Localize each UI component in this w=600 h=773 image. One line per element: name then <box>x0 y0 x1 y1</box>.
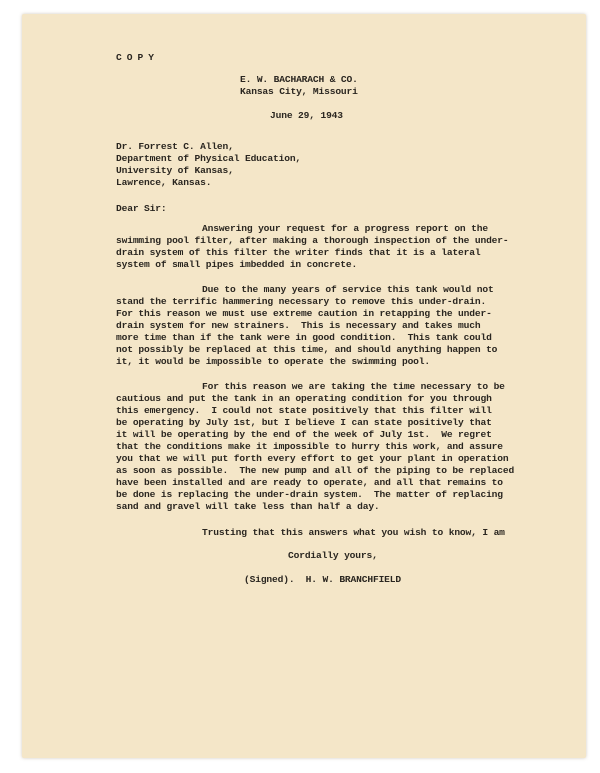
paragraph-line: as soon as possible. The new pump and all of the piping to be replaced <box>116 465 515 476</box>
paragraph-line: For this reason we must use extreme caution in retapping the under- <box>116 308 492 319</box>
paragraph-line: system of small pipes imbedded in concrete. <box>116 259 358 270</box>
paragraph-line: not possibly be replaced at this time, and should anything happen to <box>116 344 498 355</box>
paragraph-line: Due to the many years of service this tank would not <box>202 284 494 295</box>
letterhead-company: E. W. BACHARACH & CO. <box>240 74 358 85</box>
paragraph-line: you that we will put forth every effort to get your plant in operation <box>116 453 509 464</box>
letterhead-city: Kansas City, Missouri <box>240 86 358 97</box>
paragraph-line: this emergency. I could not state positively that this filter will <box>116 405 492 416</box>
paragraph-line: it, it would be impossible to operate the swimming pool. <box>116 356 431 367</box>
paragraph-line: swimming pool filter, after making a thorough inspection of the under- <box>116 235 509 246</box>
recipient-line: Dr. Forrest C. Allen, <box>116 141 234 152</box>
paragraph-line: be done is replacing the under-drain system. The matter of replacing <box>116 489 503 500</box>
paragraph-line: that the conditions make it impossible to hurry this work, and assure <box>116 441 503 452</box>
copy-mark: COPY <box>116 52 160 63</box>
signature: (Signed). H. W. BRANCHFIELD <box>244 574 402 585</box>
closing: Cordially yours, <box>288 550 378 561</box>
recipient-line: University of Kansas, <box>116 165 234 176</box>
paragraph-line: be operating by July 1st, but I believe I can state positively that <box>116 417 492 428</box>
letter-date: June 29, 1943 <box>270 110 343 121</box>
paragraph-line: For this reason we are taking the time necessary to be <box>202 381 505 392</box>
paragraph-line: more time than if the tank were in good condition. This tank could <box>116 332 492 343</box>
paragraph-line: Answering your request for a progress report on the <box>202 223 488 234</box>
paragraph-line: have been installed and are ready to operate, and all that remains to <box>116 477 503 488</box>
paragraph-line: sand and gravel will take less than half a day. <box>116 501 380 512</box>
closing-paragraph: Trusting that this answers what you wish to know, I am <box>202 527 505 538</box>
recipient-line: Department of Physical Education, <box>116 153 302 164</box>
paragraph-line: drain system of this filter the writer finds that it is a lateral <box>116 247 481 258</box>
paragraph-line: drain system for new strainers. This is necessary and takes much <box>116 320 481 331</box>
paragraph-line: cautious and put the tank in an operating condition for you through <box>116 393 492 404</box>
paragraph-line: stand the terrific hammering necessary to remove this under-drain. <box>116 296 487 307</box>
recipient-line: Lawrence, Kansas. <box>116 177 212 188</box>
salutation: Dear Sir: <box>116 203 167 214</box>
paragraph-line: it will be operating by the end of the week of July 1st. We regret <box>116 429 492 440</box>
